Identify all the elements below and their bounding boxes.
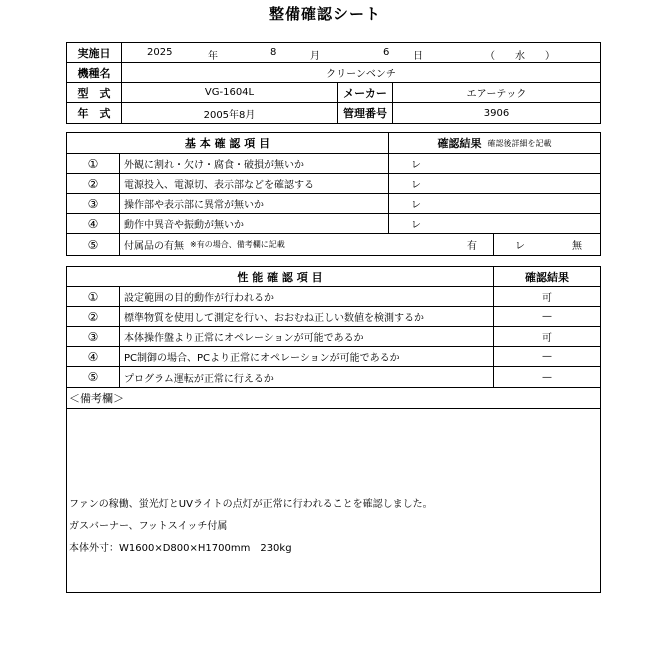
performance-item-result: 可	[542, 293, 552, 304]
performance-item-text: PC制御の場合、PCより正常にオペレーションが可能であるか	[120, 347, 494, 366]
basic-accessory-note: ※有の場合、備考欄に記載	[190, 240, 285, 249]
maker-label: メーカー	[338, 83, 393, 102]
year-model-value: 2005年8月	[122, 103, 338, 123]
remarks-header: ＜備考欄＞	[69, 392, 124, 405]
basic-result-note: 確認後詳細を記載	[487, 138, 552, 148]
basic-accessory-choice	[494, 234, 600, 255]
maker-value: エアーテック	[466, 89, 527, 100]
basic-item-text: 動作中異音や振動が無いか	[120, 214, 389, 233]
model-name-label: 機種名	[67, 63, 122, 82]
performance-item-row	[67, 327, 600, 347]
basic-item-text: 操作部や表示部に異常が無いか	[120, 194, 389, 213]
basic-item-text: 電源投入、電源切、表示部などを確認する	[120, 174, 389, 193]
type-value: VG-1604L	[122, 83, 338, 102]
performance-item-text: 設定範囲の目的動作が行われるか	[120, 287, 494, 306]
performance-check-table	[66, 266, 601, 593]
basic-result-header: 確認結果	[437, 137, 482, 150]
performance-item-number: ②	[67, 307, 120, 326]
date-day-unit: 日	[413, 51, 423, 62]
basic-item-row	[67, 194, 600, 214]
year-model-label: 年 式	[67, 103, 122, 123]
performance-item-text: 標準物質を使用して測定を行い、おおむね正しい数値を検測するか	[120, 307, 494, 326]
performance-header: 性 能 確 認 項 目	[67, 267, 494, 286]
performance-item-row	[67, 367, 600, 388]
basic-item-number: ④	[67, 214, 120, 233]
date-day: 6	[383, 47, 390, 58]
basic-accessory-row	[67, 234, 600, 255]
basic-item-result: レ	[411, 160, 421, 171]
info-table	[66, 42, 601, 124]
date-month-unit: 月	[310, 51, 320, 62]
basic-item-number: ①	[67, 154, 120, 173]
basic-accessory-text: 付属品の有無	[124, 241, 184, 252]
basic-item-number: ②	[67, 174, 120, 193]
year-model-row	[67, 103, 600, 123]
performance-result-header: 確認結果	[525, 270, 569, 284]
performance-item-row	[67, 307, 600, 327]
basic-accessory-number: ⑤	[67, 234, 120, 255]
basic-result-header-cell	[389, 133, 600, 153]
performance-item-number: ①	[67, 287, 120, 306]
basic-accessory-mark: レ	[515, 241, 525, 252]
basic-item-row	[67, 174, 600, 194]
page-title: 整備確認シート	[268, 5, 381, 23]
basic-item-result: レ	[411, 200, 421, 211]
remarks-line: ファンの稼働、蛍光灯とUVライトの点灯が正常に行われることを確認しました。	[69, 499, 433, 510]
remarks-header-row	[67, 388, 600, 409]
performance-header-row	[67, 267, 600, 287]
type-row	[67, 83, 600, 103]
date-weekday: （ 水 ）	[485, 51, 555, 62]
date-year-unit: 年	[208, 51, 218, 62]
basic-item-result: レ	[411, 180, 421, 191]
date-row	[67, 43, 600, 63]
model-name-value: クリーンベンチ	[326, 69, 396, 80]
performance-item-result: —	[542, 371, 552, 383]
basic-item-result: レ	[411, 220, 421, 231]
basic-item-text: 外観に割れ・欠け・腐食・破損が無いか	[120, 154, 389, 173]
performance-item-text: 本体操作盤より正常にオペレーションが可能であるか	[120, 327, 494, 346]
performance-item-text: プログラム運転が正常に行えるか	[120, 367, 494, 387]
basic-item-row	[67, 154, 600, 174]
date-month: 8	[270, 47, 277, 58]
date-year: 2025	[147, 47, 173, 58]
basic-header: 基 本 確 認 項 目	[67, 133, 389, 153]
performance-item-result: —	[542, 351, 552, 362]
performance-item-number: ④	[67, 347, 120, 366]
remarks-body	[67, 409, 600, 592]
basic-accessory-text-cell	[120, 234, 494, 255]
model-name-row	[67, 63, 600, 83]
basic-accessory-no-label: 無	[572, 241, 582, 252]
performance-item-row	[67, 287, 600, 307]
type-label: 型 式	[67, 83, 122, 102]
basic-check-table	[66, 132, 601, 256]
basic-item-number: ③	[67, 194, 120, 213]
performance-item-result: —	[542, 311, 552, 322]
basic-header-row	[67, 133, 600, 154]
remarks-line: ガスバーナー、フットスイッチ付属	[69, 521, 228, 532]
performance-item-row	[67, 347, 600, 367]
mgmt-no-value: 3906	[483, 107, 510, 119]
remarks-line: 本体外寸：W1600×D800×H1700mm 230kg	[69, 543, 292, 554]
performance-item-number: ⑤	[67, 367, 120, 387]
performance-item-number: ③	[67, 327, 120, 346]
mgmt-no-label: 管理番号	[338, 103, 393, 123]
basic-accessory-yes: 有	[467, 241, 477, 252]
basic-item-row	[67, 214, 600, 234]
date-label: 実施日	[67, 43, 122, 62]
performance-item-result: 可	[542, 333, 552, 344]
